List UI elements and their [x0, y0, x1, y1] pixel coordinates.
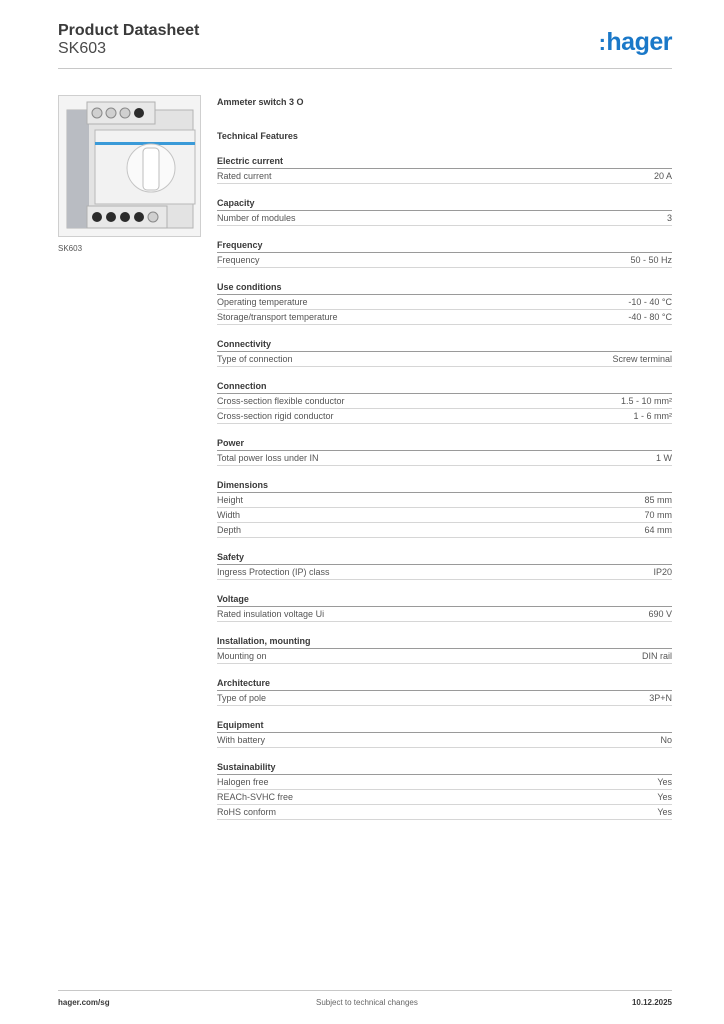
feature-row — [217, 169, 672, 184]
feature-label: Frequency — [217, 255, 260, 265]
feature-label: Operating temperature — [217, 297, 308, 307]
product-image — [58, 95, 201, 237]
feature-value: 50 - 50 Hz — [630, 255, 672, 265]
feature-label: Halogen free — [217, 777, 269, 787]
section-title: Architecture — [217, 677, 672, 691]
feature-value: IP20 — [653, 567, 672, 577]
feature-row — [217, 508, 672, 523]
section-title: Installation, mounting — [217, 635, 672, 649]
feature-label: Rated insulation voltage Ui — [217, 609, 325, 619]
feature-section — [217, 593, 672, 622]
feature-sections — [217, 155, 672, 820]
section-title: Electric current — [217, 155, 672, 169]
feature-row — [217, 805, 672, 820]
section-title: Equipment — [217, 719, 672, 733]
feature-value: 1.5 - 10 mm² — [620, 396, 672, 406]
feature-label: Rated current — [217, 171, 272, 181]
feature-value: Screw terminal — [612, 354, 672, 364]
feature-label: Number of modules — [217, 213, 296, 223]
feature-label: RoHS conform — [217, 807, 277, 817]
feature-label: Total power loss under IN — [217, 453, 319, 463]
feature-value: Yes — [657, 792, 672, 802]
feature-value: 3 — [666, 213, 672, 223]
section-title: Safety — [217, 551, 672, 565]
feature-row — [217, 565, 672, 580]
feature-section — [217, 437, 672, 466]
ammeter-switch-illustration — [59, 96, 200, 236]
feature-label: Cross-section rigid conductor — [217, 411, 334, 421]
feature-label: Type of connection — [217, 354, 293, 364]
section-title: Sustainability — [217, 761, 672, 775]
feature-row — [217, 523, 672, 538]
feature-section — [217, 635, 672, 664]
feature-row — [217, 451, 672, 466]
feature-row — [217, 607, 672, 622]
section-title: Use conditions — [217, 281, 672, 295]
feature-row — [217, 775, 672, 790]
feature-label: Mounting on — [217, 651, 267, 661]
feature-section — [217, 677, 672, 706]
feature-label: With battery — [217, 735, 266, 745]
feature-section — [217, 197, 672, 226]
feature-row — [217, 691, 672, 706]
feature-label: REACh-SVHC free — [217, 792, 294, 802]
feature-label: Cross-section flexible conductor — [217, 396, 345, 406]
feature-row — [217, 394, 672, 409]
feature-section — [217, 761, 672, 820]
feature-value: 20 A — [653, 171, 672, 181]
feature-value: DIN rail — [641, 651, 672, 661]
feature-value: 70 mm — [644, 510, 672, 520]
product-name: Ammeter switch 3 O — [217, 97, 304, 107]
feature-row — [217, 253, 672, 268]
product-reference: SK603 — [58, 40, 107, 57]
section-title: Connection — [217, 380, 672, 394]
feature-section — [217, 380, 672, 424]
feature-value: No — [660, 735, 672, 745]
feature-label: Height — [217, 495, 244, 505]
feature-row — [217, 493, 672, 508]
feature-section — [217, 479, 672, 538]
technical-features-heading: Technical Features — [217, 131, 298, 141]
feature-section — [217, 239, 672, 268]
document-title: Product Datasheet — [58, 22, 200, 39]
feature-label: Depth — [217, 525, 242, 535]
hager-logo — [599, 28, 672, 57]
feature-row — [217, 790, 672, 805]
section-title: Connectivity — [217, 338, 672, 352]
feature-value: 690 V — [648, 609, 672, 619]
feature-value: -40 - 80 °C — [628, 312, 672, 322]
logo-dots-icon: : — [598, 30, 606, 55]
footer-note: Subject to technical changes — [316, 998, 418, 1007]
feature-value: Yes — [657, 777, 672, 787]
technical-content — [217, 96, 672, 820]
feature-row — [217, 649, 672, 664]
feature-section — [217, 281, 672, 325]
feature-row — [217, 352, 672, 367]
feature-row — [217, 409, 672, 424]
feature-section — [217, 155, 672, 184]
feature-value: -10 - 40 °C — [628, 297, 672, 307]
feature-row — [217, 310, 672, 325]
section-title: Dimensions — [217, 479, 672, 493]
section-title: Capacity — [217, 197, 672, 211]
section-title: Power — [217, 437, 672, 451]
footer-date: 10.12.2025 — [631, 998, 672, 1007]
feature-value: 1 W — [655, 453, 672, 463]
logo-text: hager — [606, 28, 672, 56]
footer-divider — [58, 990, 672, 991]
feature-row — [217, 211, 672, 226]
feature-row — [217, 733, 672, 748]
feature-section — [217, 719, 672, 748]
section-title: Frequency — [217, 239, 672, 253]
footer-website: hager.com/sg — [58, 998, 110, 1007]
feature-section — [217, 338, 672, 367]
feature-label: Width — [217, 510, 241, 520]
feature-value: 1 - 6 mm² — [633, 411, 672, 421]
feature-label: Type of pole — [217, 693, 267, 703]
feature-label: Storage/transport temperature — [217, 312, 338, 322]
image-caption: SK603 — [58, 244, 83, 253]
feature-label: Ingress Protection (IP) class — [217, 567, 330, 577]
feature-value: 3P+N — [649, 693, 672, 703]
feature-section — [217, 551, 672, 580]
header-divider — [58, 68, 672, 69]
feature-value: 64 mm — [644, 525, 672, 535]
feature-row — [217, 295, 672, 310]
feature-value: Yes — [657, 807, 672, 817]
feature-value: 85 mm — [644, 495, 672, 505]
section-title: Voltage — [217, 593, 672, 607]
